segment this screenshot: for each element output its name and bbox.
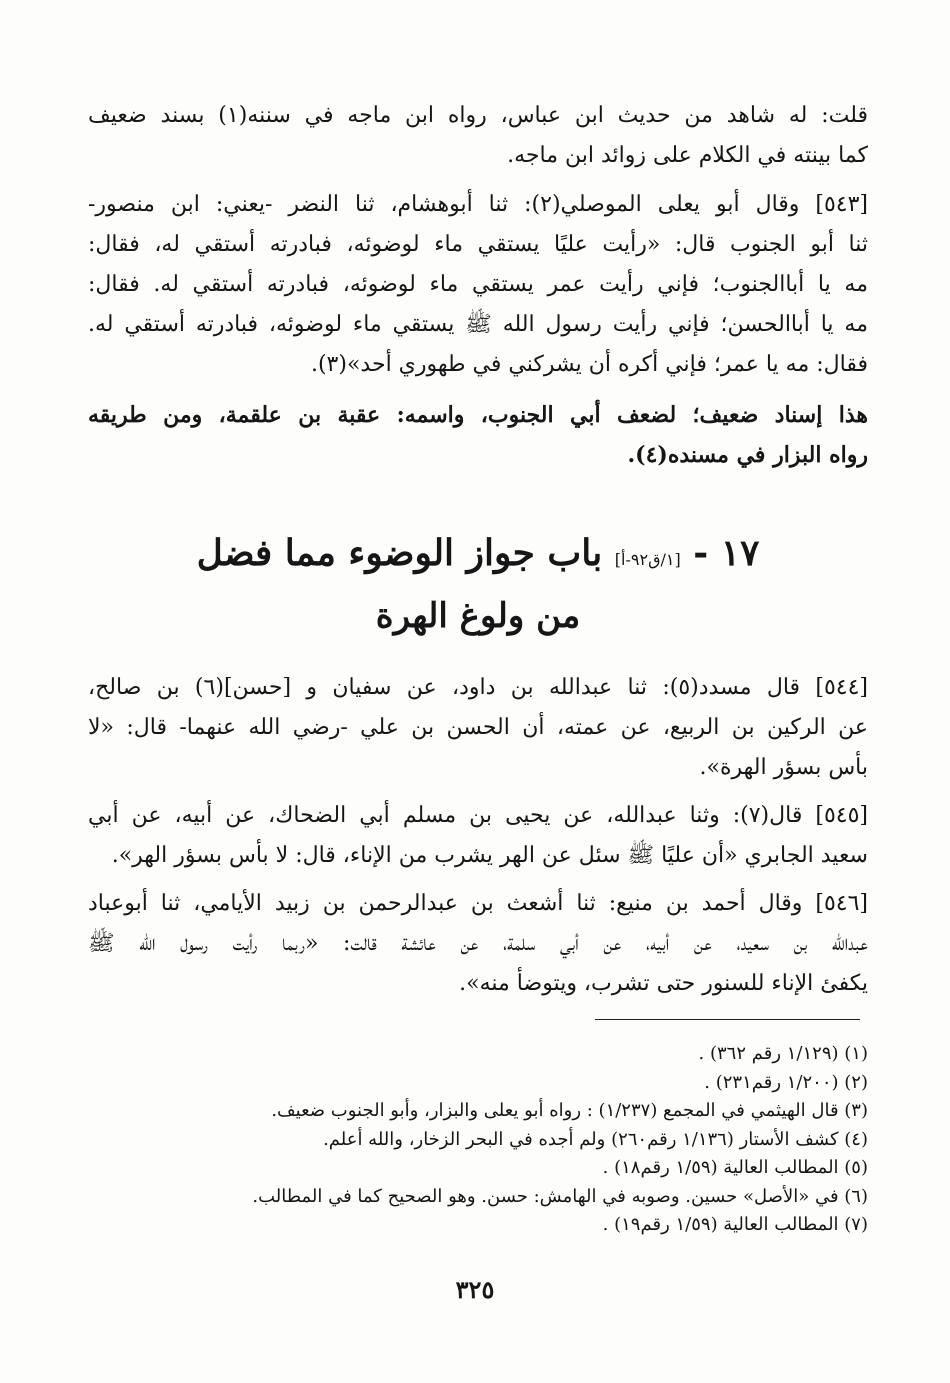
hadith-543 — [88, 185, 868, 385]
footnote: (٤) كشف الأستار (١/١٣٦ رقم٢٦٠) ولم أجده في البحر الزخار، والله أعلم. — [323, 1128, 868, 1150]
text-line: [٥٤٣] وقال أبو يعلى الموصلي(٢): ثنا أبوهشام، ثنا النضر -يعني: ابن منصور- — [88, 192, 869, 217]
hadith-546 — [88, 884, 868, 1004]
chapter-heading — [88, 525, 868, 644]
text-line: مه يا أباالجنوب؛ فإني رأيت عمر يستقي ماء لوضوئه، فبادرته أستقي له. فقال: — [88, 272, 868, 297]
text-line: مه يا أباالحسن؛ فإني رأيت رسول الله ﷺ يستقي ماء لوضوئه، فبادرته أستقي له. — [88, 312, 868, 337]
text-line: [٥٤٦] وقال أحمد بن منيع: ثنا أشعث بن عبدالرحمن بن زبيد الأيامي، ثنا أبوعباد — [88, 891, 868, 916]
footnote: (٣) قال الهيثمي في المجمع (١/٢٣٧) : رواه أبو يعلى والبزار، وأبو الجنوب ضعيف. — [271, 1100, 868, 1121]
footnote: (٢) (١/٢٠٠ رقم٢٣١) . — [704, 1071, 868, 1093]
text-line: قلت: له شاهد من حديث ابن عباس، رواه ابن ماجه في سننه(١) بسند ضعيف — [88, 103, 869, 128]
hadith-545 — [88, 796, 868, 876]
text-line: هذا إسناد ضعيف؛ لضعف أبي الجنوب، واسمه: عقبة بن علقمة، ومن طريقه — [88, 402, 868, 428]
manuscript-ref: [١/ق٩٢-أ] — [614, 550, 681, 569]
grading-comment — [88, 395, 868, 475]
page-number: ٣٢٥ — [455, 1275, 495, 1304]
text-line: بأس بسؤر الهرة». — [699, 755, 868, 780]
footnote: (٥) المطالب العالية (١/٥٩ رقم١٨) . — [602, 1157, 868, 1178]
chapter-title-line-2: من ولوغ الهرة — [375, 596, 581, 636]
text-line: كما بينته في الكلام على زوائد ابن ماجه. — [507, 143, 868, 168]
text-line: [٥٤٤] قال مسدد(٥): ثنا عبدالله بن داود، عن سفيان و [حسن](٦) بن صالح، — [88, 675, 869, 700]
text-line: يكفئ الإناء للسنور حتى تشرب، ويتوضأ منه». — [459, 971, 868, 996]
footnote-separator — [595, 1019, 860, 1020]
text-line: [٥٤٥] قال(٧): وثنا عبدالله، عن يحيى بن مسلم أبي الضحاك، عن أبيه، عن أبي — [88, 803, 868, 828]
text-line: عن الركين بن الربيع، عن عمته، أن الحسن بن علي -رضي الله عنهما- قال: «لا — [88, 715, 868, 740]
footnote: (١) (١/١٢٩ رقم ٣٦٢) . — [698, 1043, 868, 1064]
footnotes — [150, 1040, 868, 1240]
intro-paragraph — [88, 96, 868, 176]
footnote: (٦) في «الأصل» حسين. وصوبه في الهامش: حسن. وهو الصحيح كما في المطالب. — [252, 1185, 868, 1207]
chapter-number: ١٧ - — [693, 532, 760, 574]
text-line: سعيد الجابري «أن عليًا ﷺ سئل عن الهر يشرب من الإناء، قال: لا بأس بسؤر الهر». — [111, 843, 868, 868]
chapter-title-line-1 — [88, 525, 868, 588]
text-line: ثنا أبو الجنوب قال: «رأيت عليًا يستقي ماء لوضوئه، فبادرته أستقي له، فقال: — [88, 232, 868, 257]
text-line: فقال: مه يا عمر؛ فإني أكره أن يشركني في طهوري أحد»(٣). — [310, 352, 868, 377]
hadith-544 — [88, 668, 868, 788]
text-line: رواه البزار في مسنده(٤). — [627, 442, 868, 468]
chapter-title: باب جواز الوضوء مما فضل — [196, 532, 603, 574]
text-line: عبدالله بن سعيد، عن أبيه، عن أبي سلمة، عن عائشة قالت: «ربما رأيت رسول الله ﷺ — [88, 931, 868, 956]
footnote: (٧) المطالب العالية (١/٥٩ رقم١٩) . — [602, 1214, 868, 1235]
